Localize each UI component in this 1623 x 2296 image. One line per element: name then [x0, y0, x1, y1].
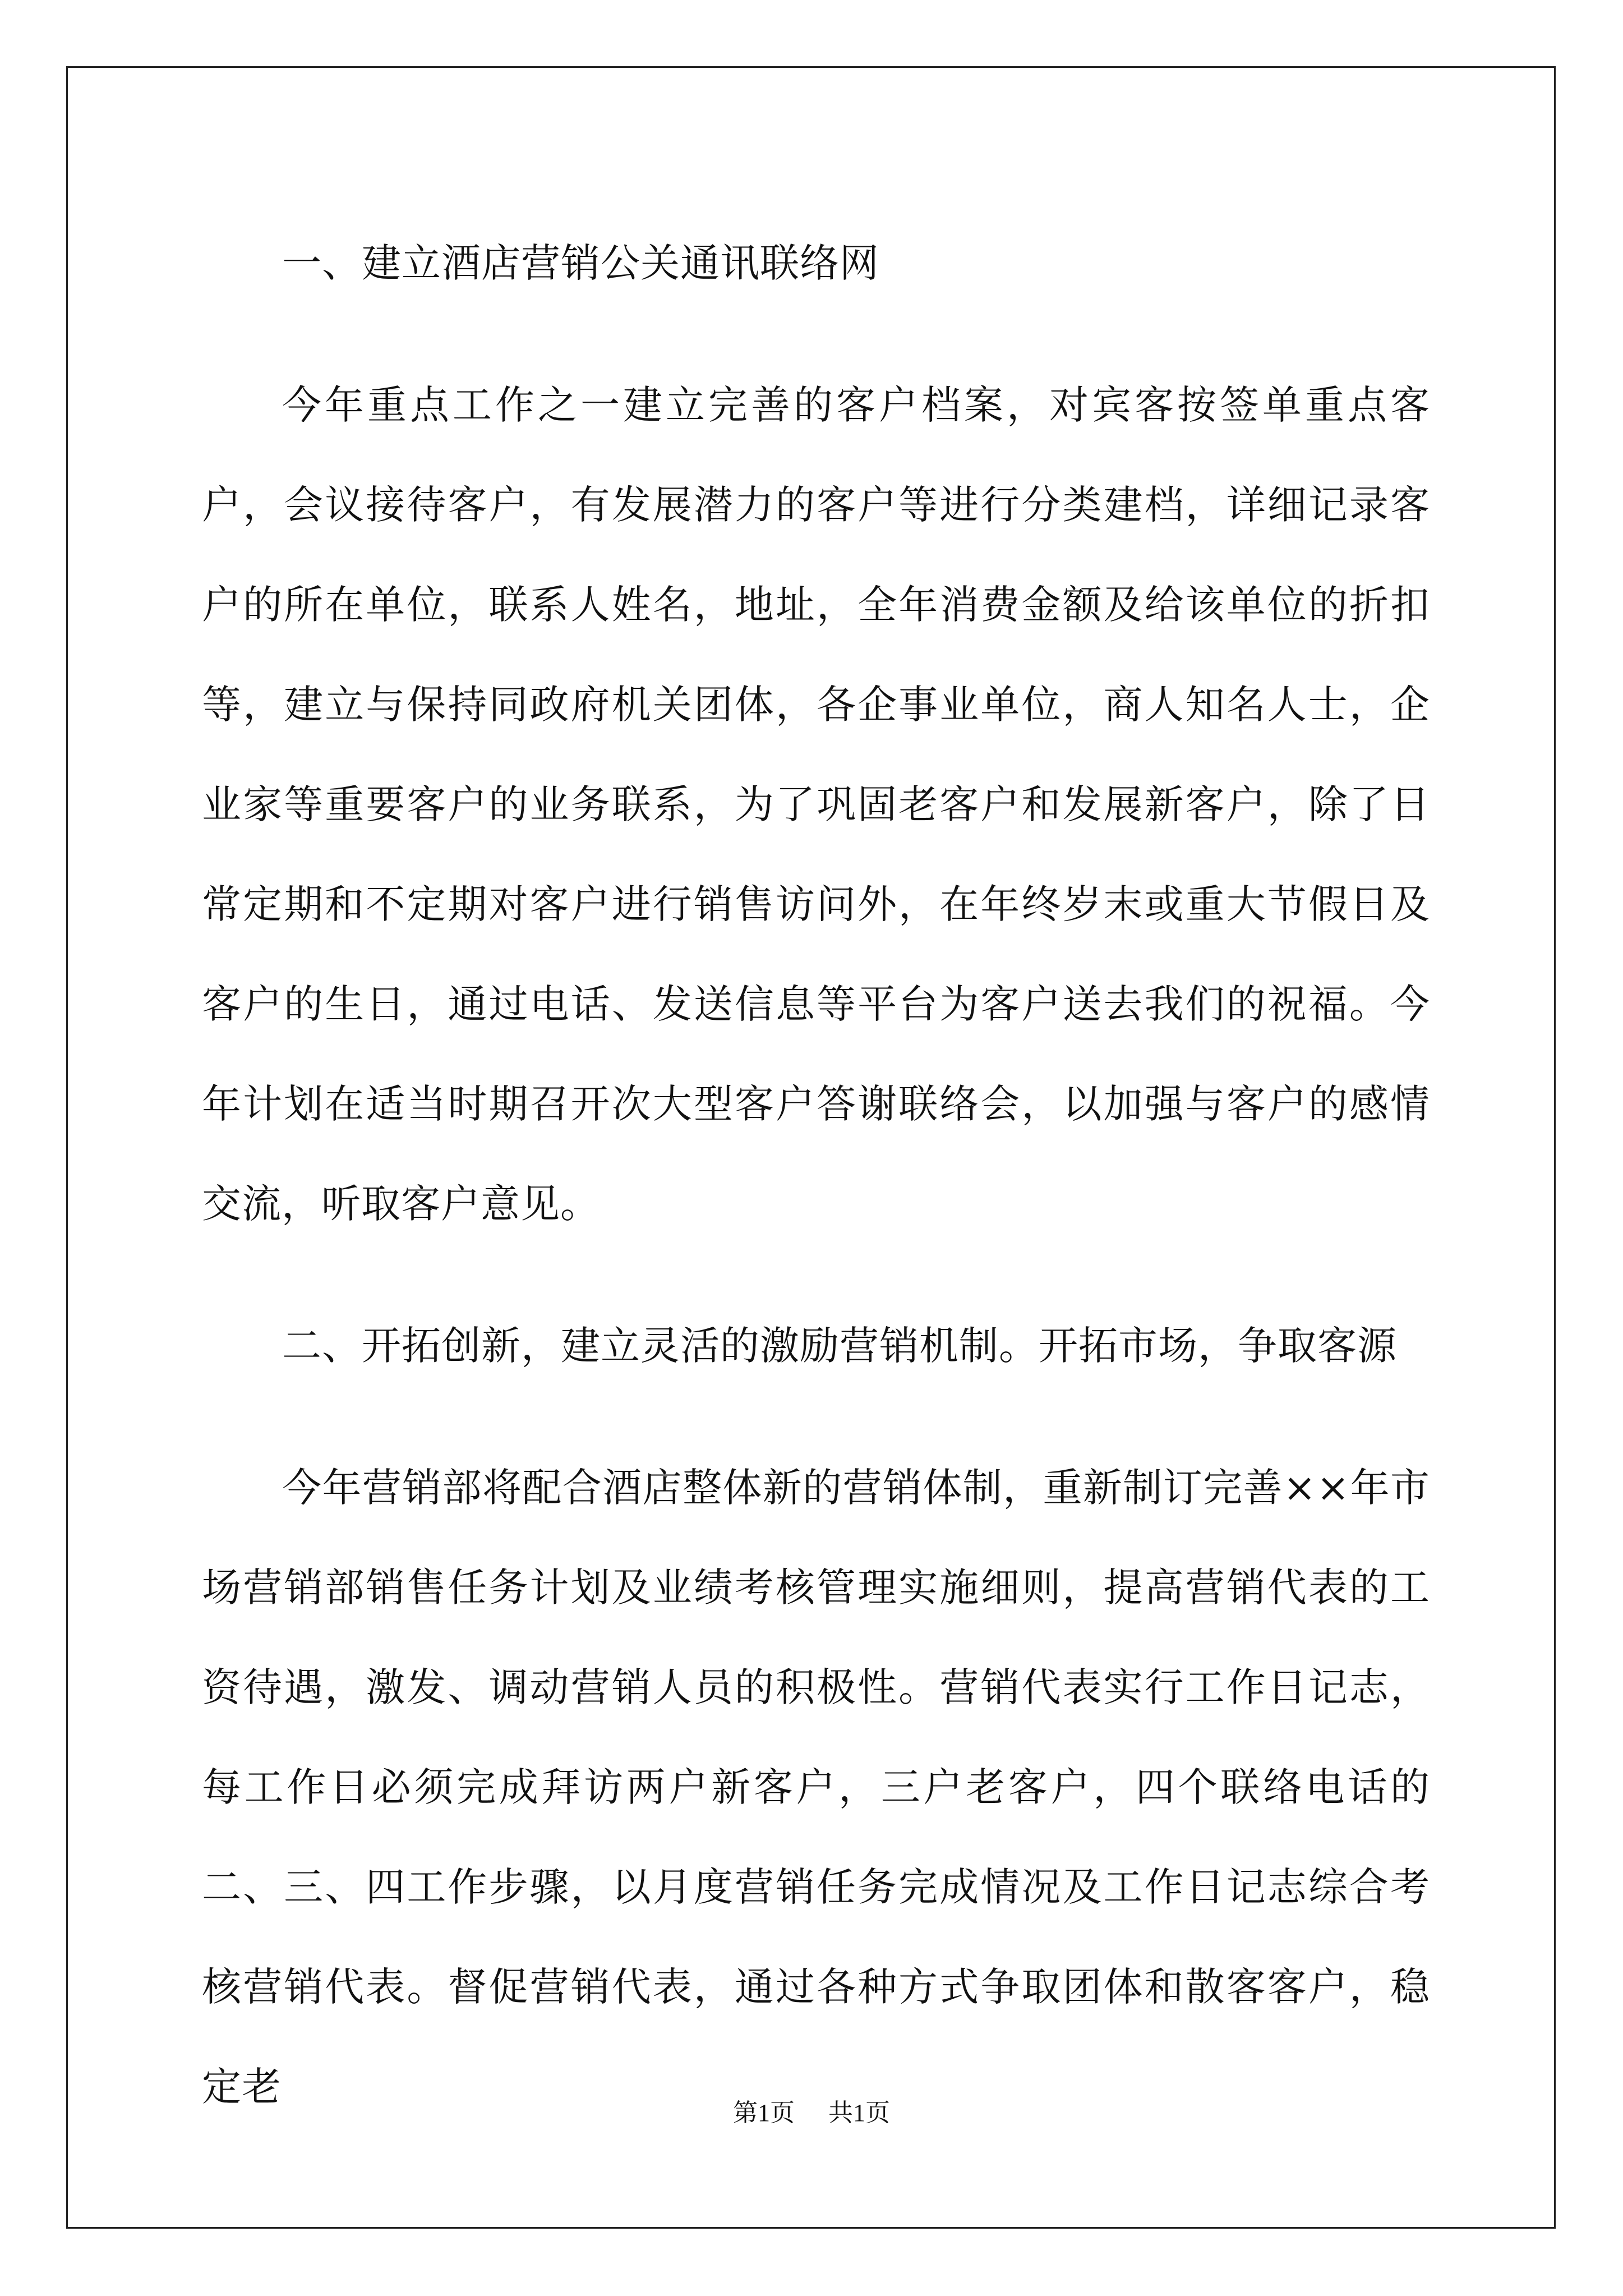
paragraph-1: 今年重点工作之一建立完善的客户档案，对宾客按签单重点客户，会议接待客户，有发展潜力的客户等进行分类建档，详细记录客户的所在单位，联系人姓名，地址，全年消费金额及给该单位的折扣等，建立与保持同政府机关团体，各企事业单位，商人知名人士，企业家等重要客户的业务联系，为了巩固老客户和发展新客户，除了日常定期和不定期对客户进行销售访问外，在年终岁末或重大节假日及客户的生日，通过电话、发送信息等平台为客户送去我们的祝福。今年计划在适当时期召开次大型客户答谢联络会，以加强与客户的感情交流，听取客户意见。 — [202, 382, 1430, 1227]
document-body — [202, 213, 1430, 2179]
section-heading-1: 一、建立酒店营销公关通讯联络网 — [282, 240, 879, 286]
section-heading-2: 二、开拓创新，建立灵活的激励营销机制。开拓市场，争取客源 — [282, 1323, 1397, 1369]
page-total: 共1页 — [828, 2099, 890, 2127]
page-number: 第1页 — [733, 2099, 795, 2127]
page-footer — [0, 2092, 1623, 2128]
paragraph-2: 今年营销部将配合酒店整体新的营销体制，重新制订完善××年市场营销部销售任务计划及业绩考核管理实施细则，提高营销代表的工资待遇，激发、调动营销人员的积极性。营销代表实行工作日记志，每工作日必须完成拜访两户新客户，三户老客户，四个联络电话的二、三、四工作步骤，以月度营销任务完成情况及工作日记志综合考核营销代表。督促营销代表，通过各种方式争取团体和散客客户，稳定老 — [202, 1465, 1430, 2110]
